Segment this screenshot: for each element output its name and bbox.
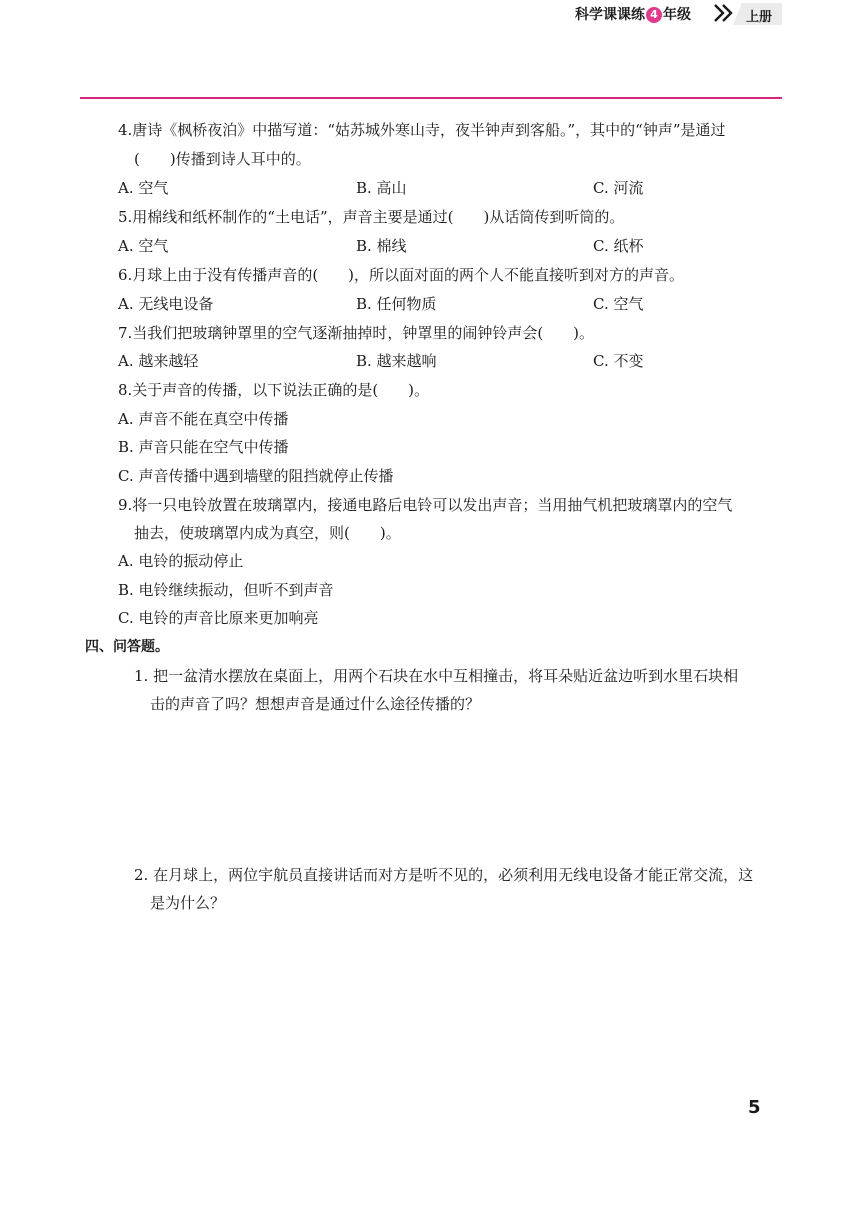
question-7-line-1: 7.当我们把玻璃钟罩里的空气逐渐抽掉时，钟罩里的闹钟铃声会( )。 [118, 324, 595, 342]
question-7-option-b: B. 越来越响 [356, 352, 437, 370]
question-4-line-2: ( )传播到诗人耳中的。 [134, 150, 311, 168]
question-9-option-a: A. 电铃的振动停止 [118, 552, 244, 570]
qa-1-line-2: 击的声音了吗？想想声音是通过什么途径传播的？ [150, 695, 481, 713]
question-4-option-a: A. 空气 [118, 179, 169, 197]
question-5-option-a: A. 空气 [118, 237, 169, 255]
double-chevron-icon [712, 2, 738, 24]
series-title [575, 4, 691, 24]
question-9-line-2: 抽去，使玻璃罩内成为真空，则( )。 [134, 524, 401, 542]
page-header [80, 72, 782, 100]
volume-label: 上册 [746, 10, 773, 25]
qa-2-line-2: 是为什么？ [150, 894, 226, 912]
page-number: 5 [748, 1097, 761, 1118]
question-9-option-b: B. 电铃继续振动，但听不到声音 [118, 581, 334, 599]
qa-1-line-1: 1. 把一盆清水摆放在桌面上，用两个石块在水中互相撞击，将耳朵贴近盆边听到水里石块相 [134, 667, 739, 685]
question-7-option-a: A. 越来越轻 [118, 352, 199, 370]
question-6-option-c: C. 空气 [593, 295, 644, 313]
question-6-option-b: B. 任何物质 [356, 295, 437, 313]
grade-suffix: 年级 [663, 7, 691, 23]
question-4-option-c: C. 河流 [593, 179, 644, 197]
question-5-line-1: 5.用棉线和纸杯制作的“土电话”，声音主要是通过( )从话筒传到听筒的。 [118, 208, 625, 226]
question-9-line-1: 9.将一只电铃放置在玻璃罩内，接通电路后电铃可以发出声音；当用抽气机把玻璃罩内的空气 [118, 496, 733, 514]
header-rule [80, 97, 782, 99]
question-4-line-1: 4.唐诗《枫桥夜泊》中描写道：“姑苏城外寒山寺，夜半钟声到客船。”，其中的“钟声”是通过 [118, 121, 726, 139]
question-8-option-c: C. 声音传播中遇到墙壁的阻挡就停止传播 [118, 467, 394, 485]
question-5-option-c: C. 纸杯 [593, 237, 644, 255]
question-8-line-1: 8.关于声音的传播，以下说法正确的是( )。 [118, 381, 430, 399]
question-7-option-c: C. 不变 [593, 352, 644, 370]
section-four-title: 四、问答题。 [85, 639, 169, 655]
question-4-option-b: B. 高山 [356, 179, 407, 197]
question-6-line-1: 6.月球上由于没有传播声音的( )，所以面对面的两个人不能直接听到对方的声音。 [118, 266, 685, 284]
question-9-option-c: C. 电铃的声音比原来更加响亮 [118, 609, 319, 627]
question-5-option-b: B. 棉线 [356, 237, 407, 255]
question-8-option-b: B. 声音只能在空气中传播 [118, 438, 289, 456]
qa-2-line-1: 2. 在月球上，两位宇航员直接讲话而对方是听不见的，必须利用无线电设备才能正常交流，这 [134, 866, 754, 884]
grade-badge: 4 [646, 7, 662, 23]
question-8-option-a: A. 声音不能在真空中传播 [118, 410, 289, 428]
series-title-text: 科学课课练 [575, 7, 645, 23]
question-6-option-a: A. 无线电设备 [118, 295, 214, 313]
